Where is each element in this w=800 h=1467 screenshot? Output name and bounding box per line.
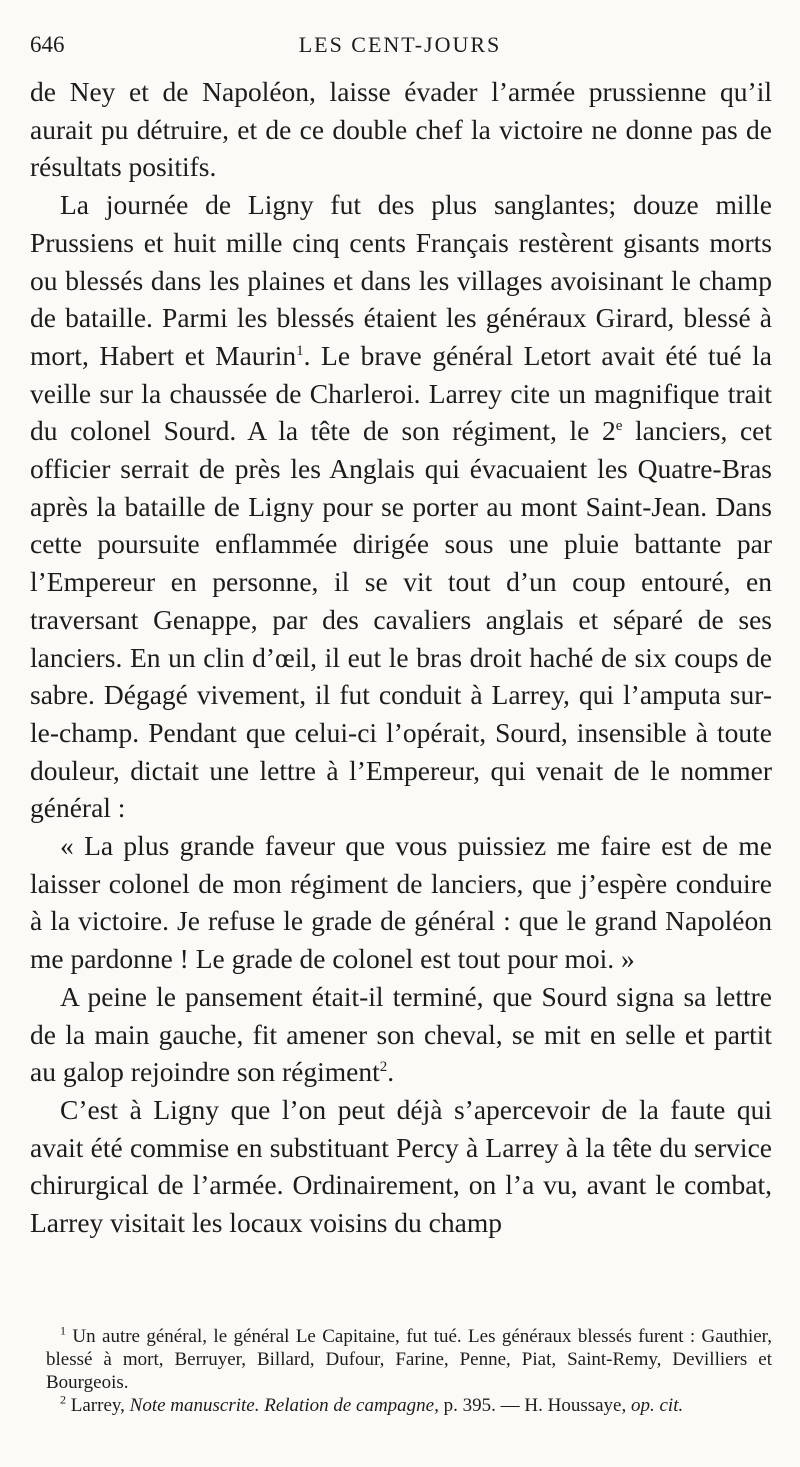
paragraph-text: La journée de Ligny fut des plus sanglantes; douze mille Prussiens et huit mille cinq cents Français restèrent gisants morts ou blessés dans les plaines et dans les villages avoisinant le champ de bataille. Parmi les blessés étaient les généraux Girard, blessé à mort, Habert et Maurin	[30, 189, 772, 371]
paragraph-text: A peine le pansement était-il terminé, que Sourd signa sa lettre de la main gauche, fit amener son cheval, se mit en selle et partit au galop rejoindre son régiment	[30, 980, 772, 1088]
footnote-ref: 2	[379, 1059, 388, 1076]
paragraph	[30, 978, 772, 1091]
paragraph-text: . Le brave général Letort avait été tué la veille sur la chaussée de Charleroi. Larrey cite un magnifique trait du colonel Sourd. A la tête de son régiment, le 2	[30, 339, 772, 447]
footnote-text: Un autre général, le général Le Capitaine, fut tué. Les généraux blessés furent : Gauthier, blessé à mort, Berruyer, Billard, Dufour, Farine, Penne, Piat, Saint-Remy, Devilliers et Bourgeois.	[46, 1326, 772, 1393]
paragraph: C’est à Ligny que l’on peut déjà s’apercevoir de la faute qui avait été commise en substituant Percy à Larrey à la tête du service chirurgical de l’armée. Ordinairement, on l’a vu, avant le combat, Larrey visitait les locaux voisins du champ	[30, 1093, 772, 1239]
paragraph	[30, 186, 772, 827]
footnote-text: Larrey,	[66, 1395, 130, 1416]
body-text	[30, 73, 772, 1242]
running-head: LES CENT-JOURS	[298, 32, 502, 57]
footnote	[46, 1394, 772, 1417]
footnote-number: 1	[60, 1323, 66, 1338]
page-header	[30, 32, 770, 62]
footnote-text: p. 395. — H. Houssaye,	[438, 1395, 631, 1416]
footnote	[46, 1325, 772, 1394]
footnote-ref: 1	[296, 342, 304, 359]
paragraph: de Ney et de Napoléon, laisse évader l’armée prussienne qu’il aurait pu détruire, et de ce double chef la victoire ne donne pas de résultats positifs.	[30, 76, 772, 183]
paragraph-text: .	[387, 1056, 395, 1088]
paragraph-text: lanciers, cet officier serrait de près les Anglais qui évacuaient les Quatre-Bras après la bataille de Ligny pour se porter au mont Saint-Jean. Dans cette poursuite enflammée dirigée sous une pluie battante par l’Empereur en personne, il se vit tout d’un coup entouré, en traversant Genappe, par des cavaliers anglais et séparé de ses lanciers. En un clin d’œil, il eut le bras droit haché de six coups de sabre. Dégagé vivement, il fut conduit à Larrey, qui l’amputa sur-le-champ. Pendant que celui-ci l’opérait, Sourd, insensible à toute douleur, dictait une lettre à l’Empereur, qui venait de le nommer général :	[30, 415, 772, 824]
footnotes	[46, 1325, 772, 1417]
footnote-italic: op. cit.	[630, 1395, 684, 1416]
footnote-italic: Note manuscrite. Relation de campagne,	[129, 1395, 439, 1416]
ordinal-superscript: e	[615, 418, 623, 435]
quoted-letter: « La plus grande faveur que vous puissiez me faire est de me laisser colonel de mon régiment de lanciers, que j’espère conduire à la victoire. Je refuse le grade de général : que le grand Napoléon me pardonne ! Le grade de colonel est tout pour moi. »	[30, 830, 772, 975]
page-number: 646	[30, 32, 65, 57]
footnote-number: 2	[60, 1392, 66, 1407]
